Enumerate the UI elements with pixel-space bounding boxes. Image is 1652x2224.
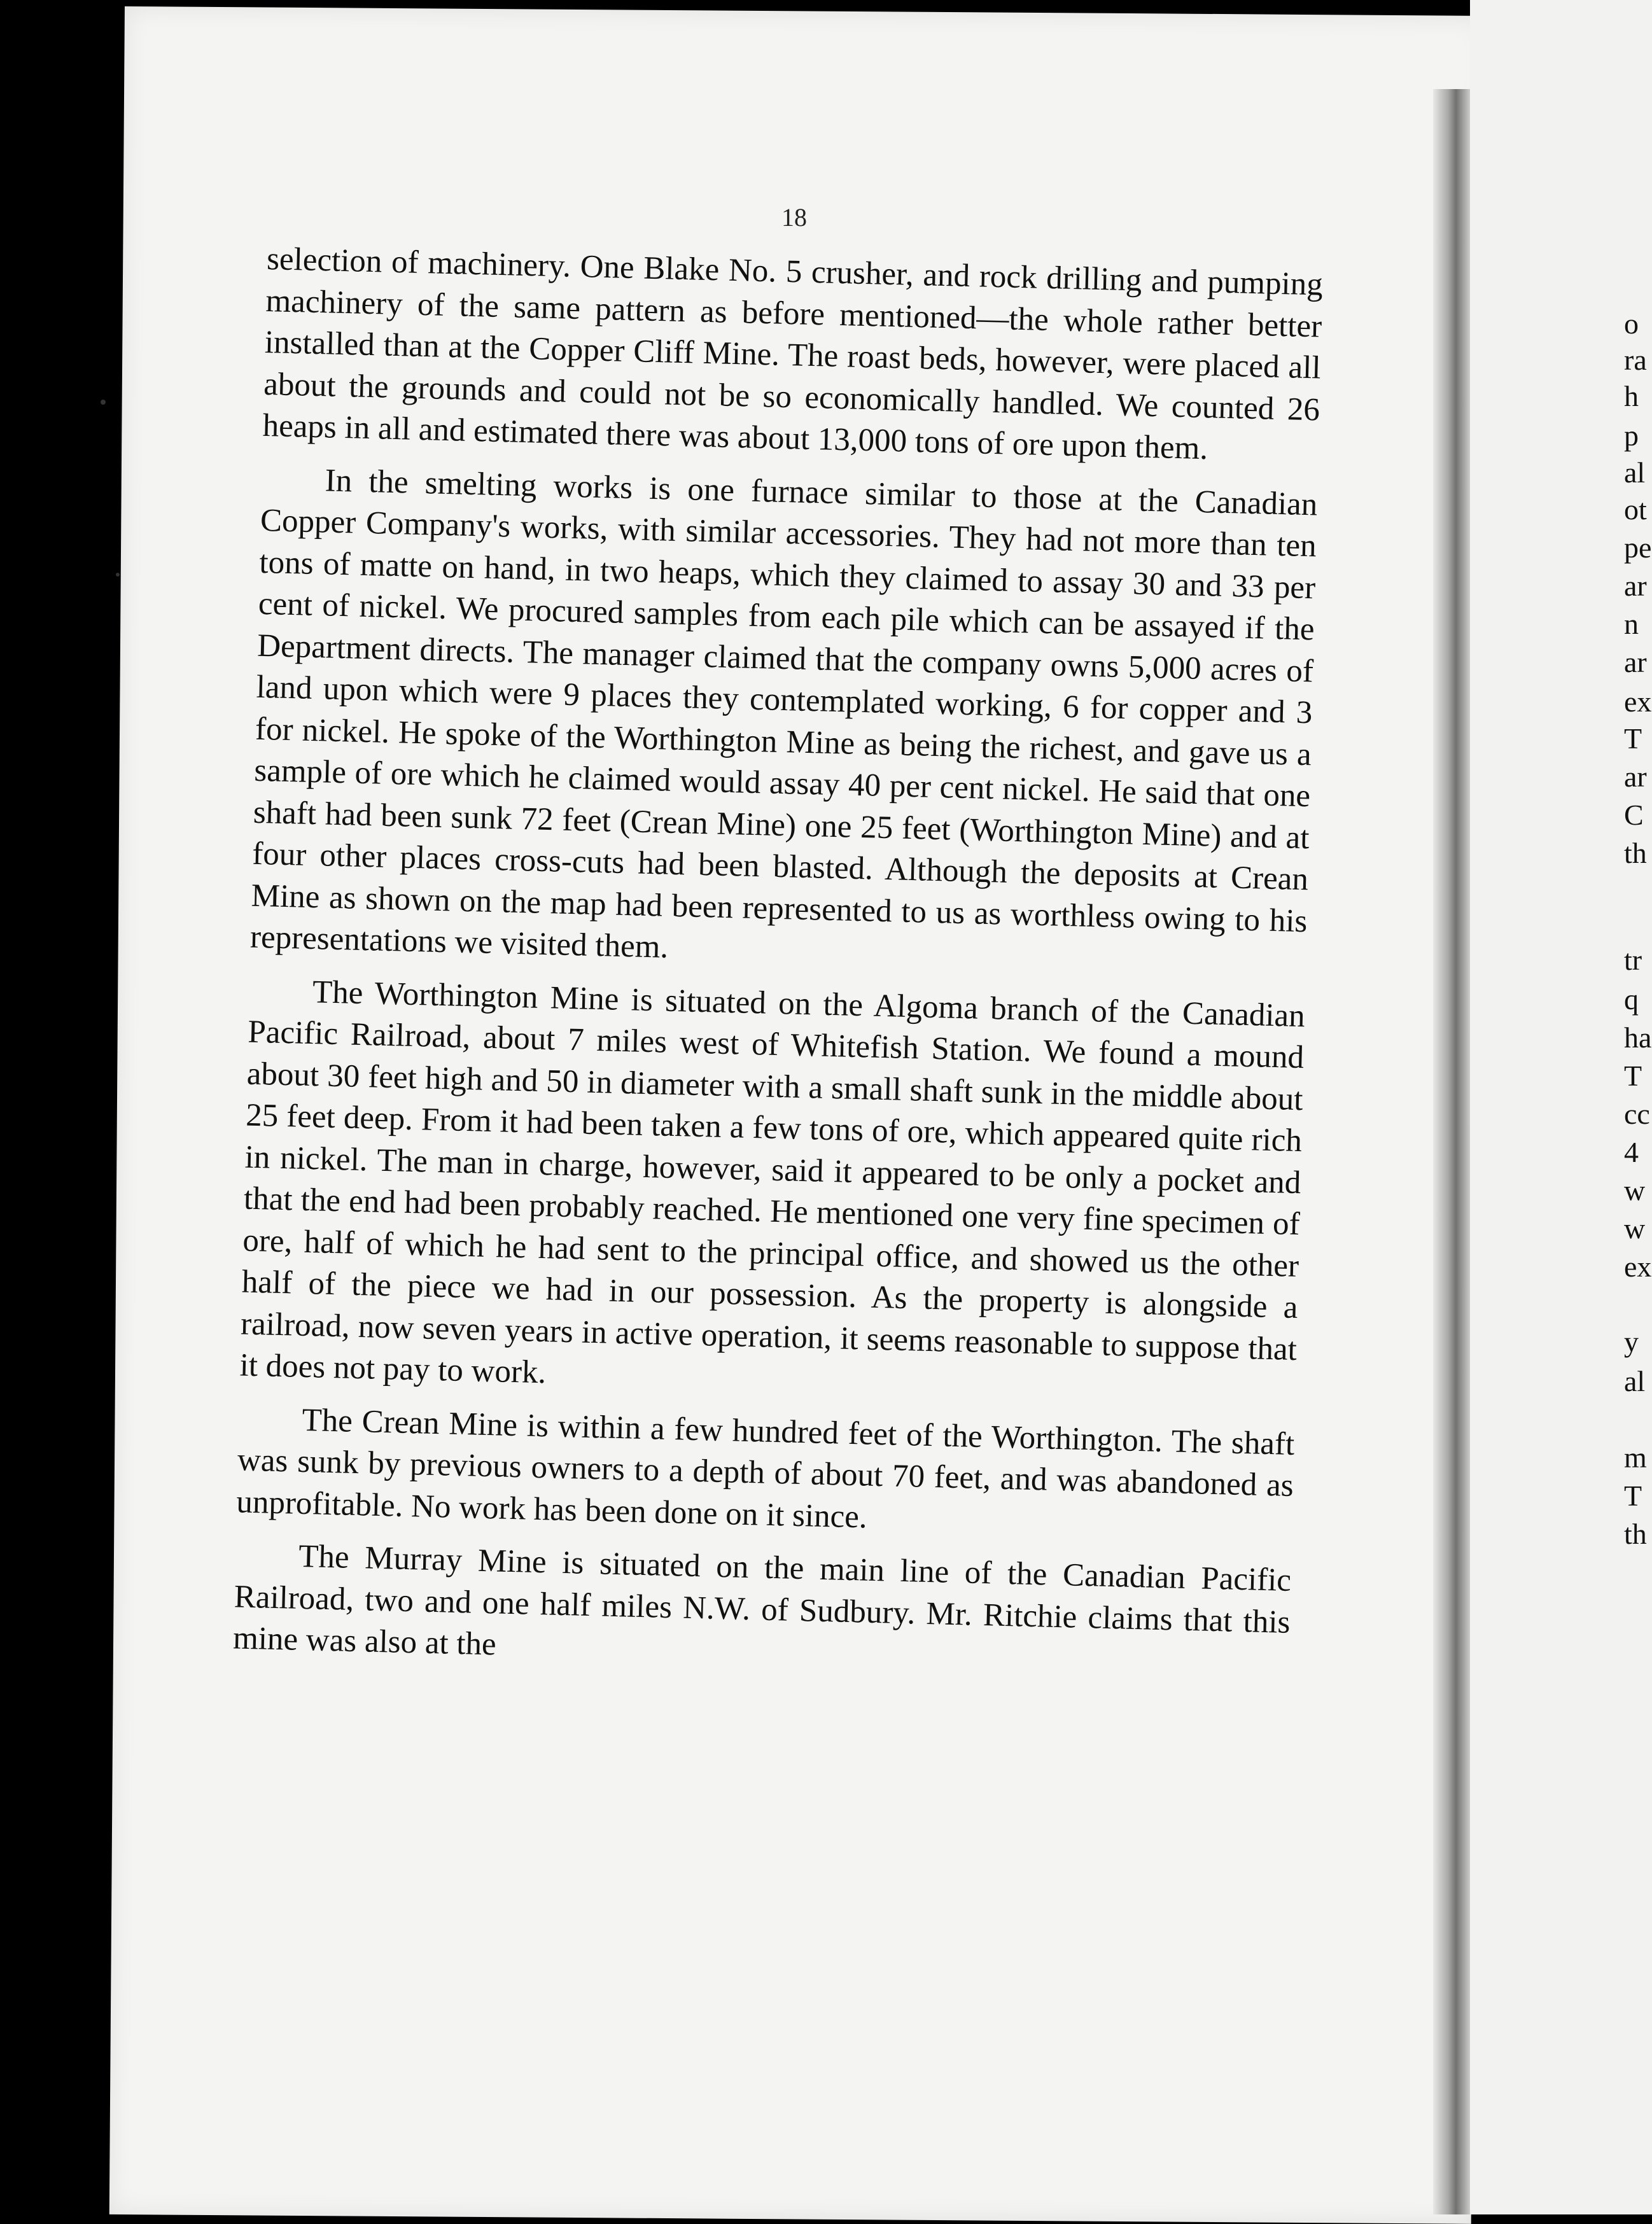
line-fragment: p bbox=[1624, 419, 1639, 452]
line-fragment: cc bbox=[1624, 1098, 1650, 1130]
line-fragment: th bbox=[1624, 837, 1647, 869]
book-gutter bbox=[1433, 89, 1471, 2214]
line-fragment: th bbox=[1624, 1518, 1647, 1550]
line-fragment: T bbox=[1624, 722, 1642, 755]
paragraph: selection of machinery. One Blake No. 5 crusher, and rock drilling and pumping machinery of the same pattern as before mentioned—the whole rather better installed than at the Copper Cliff Mine. The roast beds, however, were placed all about the grounds and could not be so economically handled. We counted 26 heaps in all and estimated there was about 13,000 tons of ore upon them. bbox=[262, 241, 1324, 467]
paragraph: In the smelting works is one furnace similar to those at the Canadian Copper Company's works, with similar accessories. They had not more than ten tons of matte on hand, in two heaps, which they claimed to assay 30 and 33 per cent of nickel. We procured samples from each pile which can be assayed if the Department directs. The manager claimed that the company owns 5,000 acres of land upon which were 9 places they contemplated working, 6 for copper and 3 for nickel. He spoke of the Worthington Mine as being the richest, and gave us a sample of ore which he claimed would assay 40 per cent nickel. He said that one shaft had been sunk 72 feet (Crean Mine) one 25 feet (Worthington Mine) and at four other places cross-cuts had been blasted. Although the deposits at Crean Mine as shown on the map had been represented to us as worthless owing to his representations we visited them. bbox=[249, 462, 1318, 965]
line-fragment: ex bbox=[1624, 1250, 1652, 1283]
line-fragment: ra bbox=[1624, 344, 1647, 376]
line-fragment: pe bbox=[1624, 531, 1652, 564]
paper-speck bbox=[116, 573, 120, 577]
line-fragment: ha bbox=[1624, 1021, 1652, 1054]
line-fragment: 4 bbox=[1624, 1136, 1639, 1168]
line-fragment: al bbox=[1624, 1365, 1646, 1397]
line-fragment: ar bbox=[1624, 646, 1647, 678]
line-fragment: q bbox=[1624, 983, 1639, 1016]
line-fragment: h bbox=[1624, 380, 1639, 412]
page-number: 18 bbox=[781, 203, 807, 232]
line-fragment: y bbox=[1624, 1325, 1639, 1358]
line-fragment: n bbox=[1624, 608, 1639, 640]
line-fragment: m bbox=[1624, 1441, 1647, 1474]
line-fragment: w bbox=[1624, 1174, 1646, 1206]
line-fragment: tr bbox=[1624, 944, 1642, 976]
paragraph: The Murray Mine is situated on the main line of the Canadian Pacific Railroad, two and one half miles N.W. of Sudbury. Mr. Ritchie claims that this mine was also at the bbox=[232, 1538, 1292, 1663]
paper-speck bbox=[101, 400, 106, 405]
line-fragment: ar bbox=[1624, 760, 1647, 793]
body-text bbox=[232, 239, 1324, 1696]
line-fragment: ar bbox=[1624, 570, 1647, 602]
paragraph: The Crean Mine is within a few hundred feet of the Worthington. The shaft was sunk by previous owners to a depth of about 70 feet, and was abandoned as unprofitable. No work has been done on it since. bbox=[235, 1402, 1295, 1535]
line-fragment: w bbox=[1624, 1212, 1646, 1245]
paragraph: The Worthington Mine is situated on the Algoma branch of the Canadian Pacific Railroad, about 7 miles west of Whitefish Station. We found a mound about 30 feet high and 50 in diameter with a small shaft sunk in the middle about 25 feet deep. From it had been taken a few tons of ore, which appeared quite rich in nickel. The man in charge, however, said it appeared to be only a pocket and that the end had been probably reached. He mentioned one very fine specimen of ore, half of which he had sent to the principal office, and showed us the other half of the piece we had in our possession. As the property is alongside a railroad, now seven years in active operation, it seems reasonable to suppose that it does not pay to work. bbox=[239, 974, 1306, 1391]
line-fragment: T bbox=[1624, 1479, 1642, 1512]
line-fragment: T bbox=[1624, 1060, 1642, 1092]
line-fragment: al bbox=[1624, 456, 1646, 489]
line-fragment: ex bbox=[1624, 685, 1652, 718]
line-fragment: C bbox=[1624, 799, 1644, 831]
line-fragment: o bbox=[1624, 307, 1639, 340]
line-fragment: ot bbox=[1624, 493, 1647, 526]
